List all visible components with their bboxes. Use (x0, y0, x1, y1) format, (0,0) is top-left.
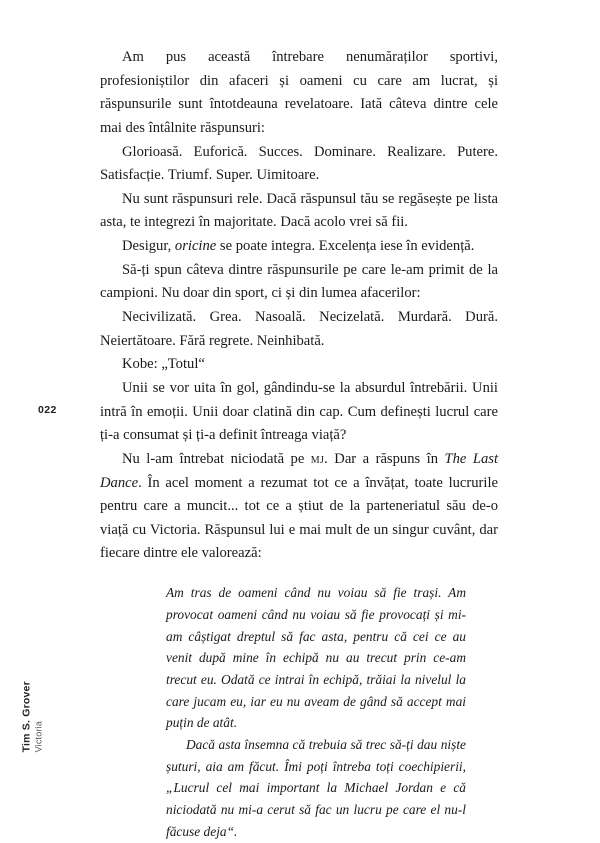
mj-mid: . Dar a răspuns în (324, 450, 445, 467)
desigur-emphasis: oricine (174, 238, 217, 255)
paragraph-answers-common: Glorioasă. Euforică. Succes. Dominare. Realizare. Putere. Satisfacție. Triumf. Super. Uimitoare. (100, 143, 498, 184)
page-number: 022 (38, 404, 57, 416)
paragraph-champions-intro: Să-ți spun câteva dintre răspunsurile pe care le-am primit de la campioni. Nu doar din sport, ci și din lumea afacerilor: (100, 261, 498, 302)
body-text-block (100, 46, 498, 843)
block-quote (166, 582, 466, 842)
quote-paragraph-1: Am tras de oameni când nu voiau să fie trași. Am provocat oameni când nu voiau să fie provocați și mi-am câștigat dreptul să fac asta, pentru că cei ce au venit după mine în echipă nu au trecut prin ce-am trecut eu. Odată ce intrai în echipă, trăiai la nivelul la care jucam eu, iar eu nu aveam de gând să accept mai puțin de atât. (166, 585, 466, 731)
paragraph-kobe: Kobe: „Totul“ (122, 356, 205, 373)
paragraph-desigur (100, 235, 498, 259)
paragraph-intro: Am pus această întrebare nenumăraților sportivi, profesioniștilor din afaceri și oameni cu care am lucrat, și răspunsurile sunt întotdeauna revelatoare. Iată câteva dintre cele mai des întâlnite răspunsuri: (100, 49, 498, 136)
running-head-author: Tim S. Grover (20, 680, 33, 752)
mj-post: . În acel moment a rezumat tot ce a învățat, toate lucrurile pentru care a muncit... tot ce a știut de la parteneriatul său de-o viață cu Victoria. Răspunsul lui e mai mult de un singur cuvânt, dar fiecare dintre ele valorează: (100, 474, 498, 562)
paragraph-unii: Unii se vor uita în gol, gândindu-se la absurdul întrebării. Unii intră în emoții. Unii doar clatină din cap. Cum definești lucrul care ți-a consumat și ți-a definit întreaga viață? (100, 379, 498, 444)
mj-initials: mj (310, 450, 325, 466)
quote-paragraph-2: Dacă asta însemna că trebuia să trec să-ți dau niște șuturi, aia am făcut. Îmi poți întreba toți coechipierii, „Lucrul cel mai important la Michael Jordan e că niciodată nu mi-a cerut să fac un lucru pe care el nu-l făcuse deja“. (166, 737, 466, 839)
paragraph-mj (100, 448, 498, 566)
mj-title-emphasis: The Last Dance (100, 450, 498, 491)
mj-pre: Nu l-am întrebat niciodată pe (122, 450, 311, 467)
paragraph-answers-champions: Necivilizată. Grea. Nasoală. Necizelată. Murdară. Dură. Neiertătoare. Fără regrete. Neinhibată. (100, 309, 498, 349)
running-head-title: Victoria (33, 720, 44, 752)
desigur-pre: Desigur, (122, 238, 175, 255)
paragraph-not-bad-answers: Nu sunt răspunsuri rele. Dacă răspunsul tău se regăsește pe lista asta, te integrezi în majoritate. Dacă acolo vrei să fii. (100, 190, 498, 231)
desigur-post: se poate integra. Excelența iese în evidență. (216, 238, 475, 255)
